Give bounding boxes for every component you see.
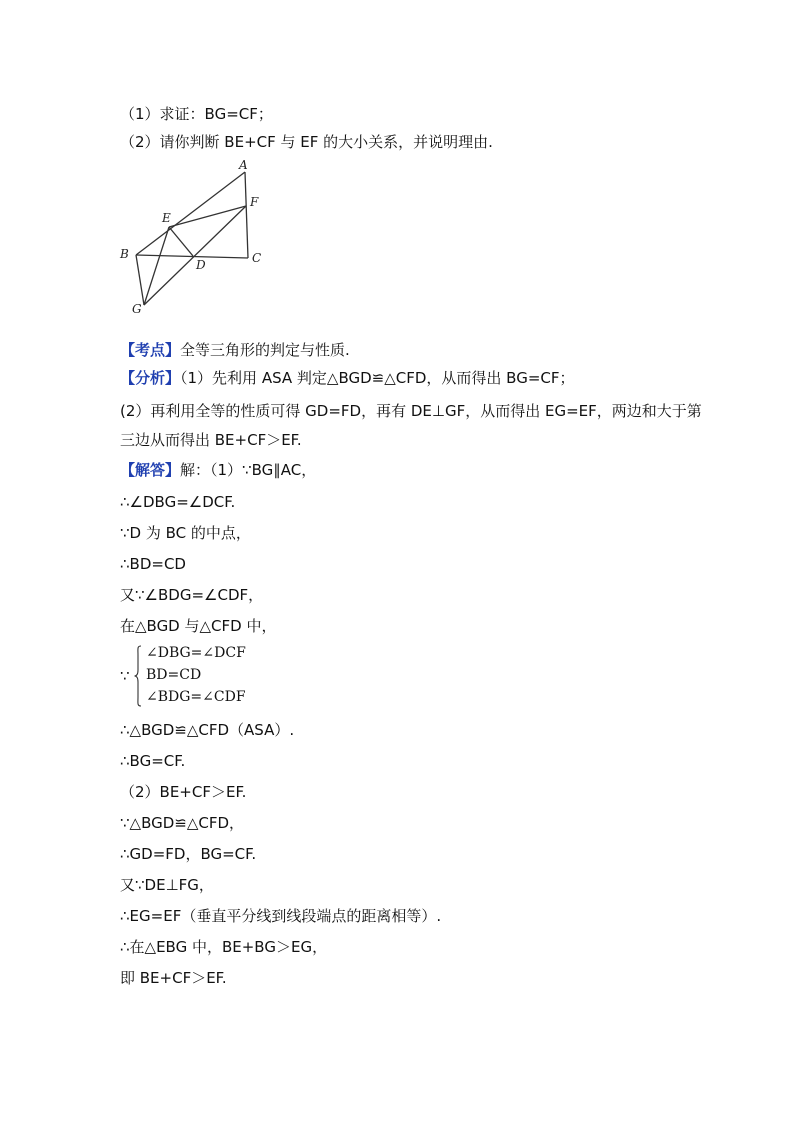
kaodian-tag: 【考点】 bbox=[120, 341, 181, 359]
fenxi-line-2: (2）再利用全等的性质可得 GD=FD，再有 DE⊥GF，从而得出 EG=EF，两边和大于第 bbox=[120, 402, 702, 420]
kaodian-text: 全等三角形的判定与性质. bbox=[180, 341, 350, 359]
solution-line: （2）BE+CF＞EF. bbox=[120, 783, 247, 801]
segment-ac bbox=[245, 172, 248, 258]
jieda-line-first bbox=[120, 460, 316, 480]
solution-line: ∴BG=CF. bbox=[120, 752, 186, 770]
system-row: ∠DBG=∠DCF bbox=[146, 645, 246, 661]
jieda-tag: 【解答】 bbox=[120, 461, 181, 479]
solution-line: ∴△BGD≌△CFD（ASA）. bbox=[120, 721, 295, 739]
solution-line: ∴BD=CD bbox=[120, 555, 186, 573]
question-part1: （1）求证：BG=CF； bbox=[120, 105, 273, 123]
solution-line: 又∵∠BDG=∠CDF， bbox=[120, 586, 264, 604]
fenxi-text-1: （1）先利用 ASA 判定△BGD≌△CFD，从而得出 BG=CF； bbox=[180, 369, 575, 387]
solution-line: ∴在△EBG 中，BE+BG＞EG， bbox=[120, 938, 328, 956]
system-row: ∠BDG=∠CDF bbox=[146, 689, 246, 705]
solution-line: 即 BE+CF＞EF. bbox=[120, 969, 227, 987]
kaodian-line bbox=[120, 340, 350, 360]
label-e: E bbox=[162, 211, 171, 225]
question-part2: （2）请你判断 BE+CF 与 EF 的大小关系，并说明理由. bbox=[120, 133, 493, 151]
segment-bg bbox=[136, 255, 144, 305]
equation-system bbox=[120, 643, 260, 711]
jieda-first-text: 解：（1）∵BG∥AC， bbox=[180, 461, 317, 479]
fenxi-tag: 【分析】 bbox=[120, 369, 181, 387]
segment-ed bbox=[169, 227, 193, 256]
solution-line: ∴EG=EF（垂直平分线到线段端点的距离相等）. bbox=[120, 907, 442, 925]
label-b: B bbox=[120, 247, 129, 261]
segment-ab bbox=[136, 172, 245, 255]
fenxi-line-1 bbox=[120, 368, 575, 388]
geometry-figure bbox=[114, 158, 274, 318]
solution-line: 在△BGD 与△CFD 中， bbox=[120, 617, 277, 635]
solution-line: ∵△BGD≌△CFD， bbox=[120, 814, 245, 832]
solution-line: ∵D 为 BC 的中点， bbox=[120, 524, 251, 542]
fenxi-line-3: 三边从而得出 BE+CF＞EF. bbox=[120, 431, 302, 449]
label-d: D bbox=[196, 258, 206, 272]
system-row: BD=CD bbox=[146, 667, 202, 683]
label-g: G bbox=[132, 302, 142, 316]
label-f: F bbox=[250, 195, 259, 209]
solution-line: ∴GD=FD，BG=CF. bbox=[120, 845, 257, 863]
label-c: C bbox=[252, 251, 262, 265]
left-brace-icon bbox=[134, 645, 142, 707]
solution-line: 又∵DE⊥FG， bbox=[120, 876, 214, 894]
solution-line: ∴∠DBG=∠DCF. bbox=[120, 493, 236, 511]
label-a: A bbox=[239, 158, 248, 172]
because-symbol: ∵ bbox=[120, 667, 130, 685]
